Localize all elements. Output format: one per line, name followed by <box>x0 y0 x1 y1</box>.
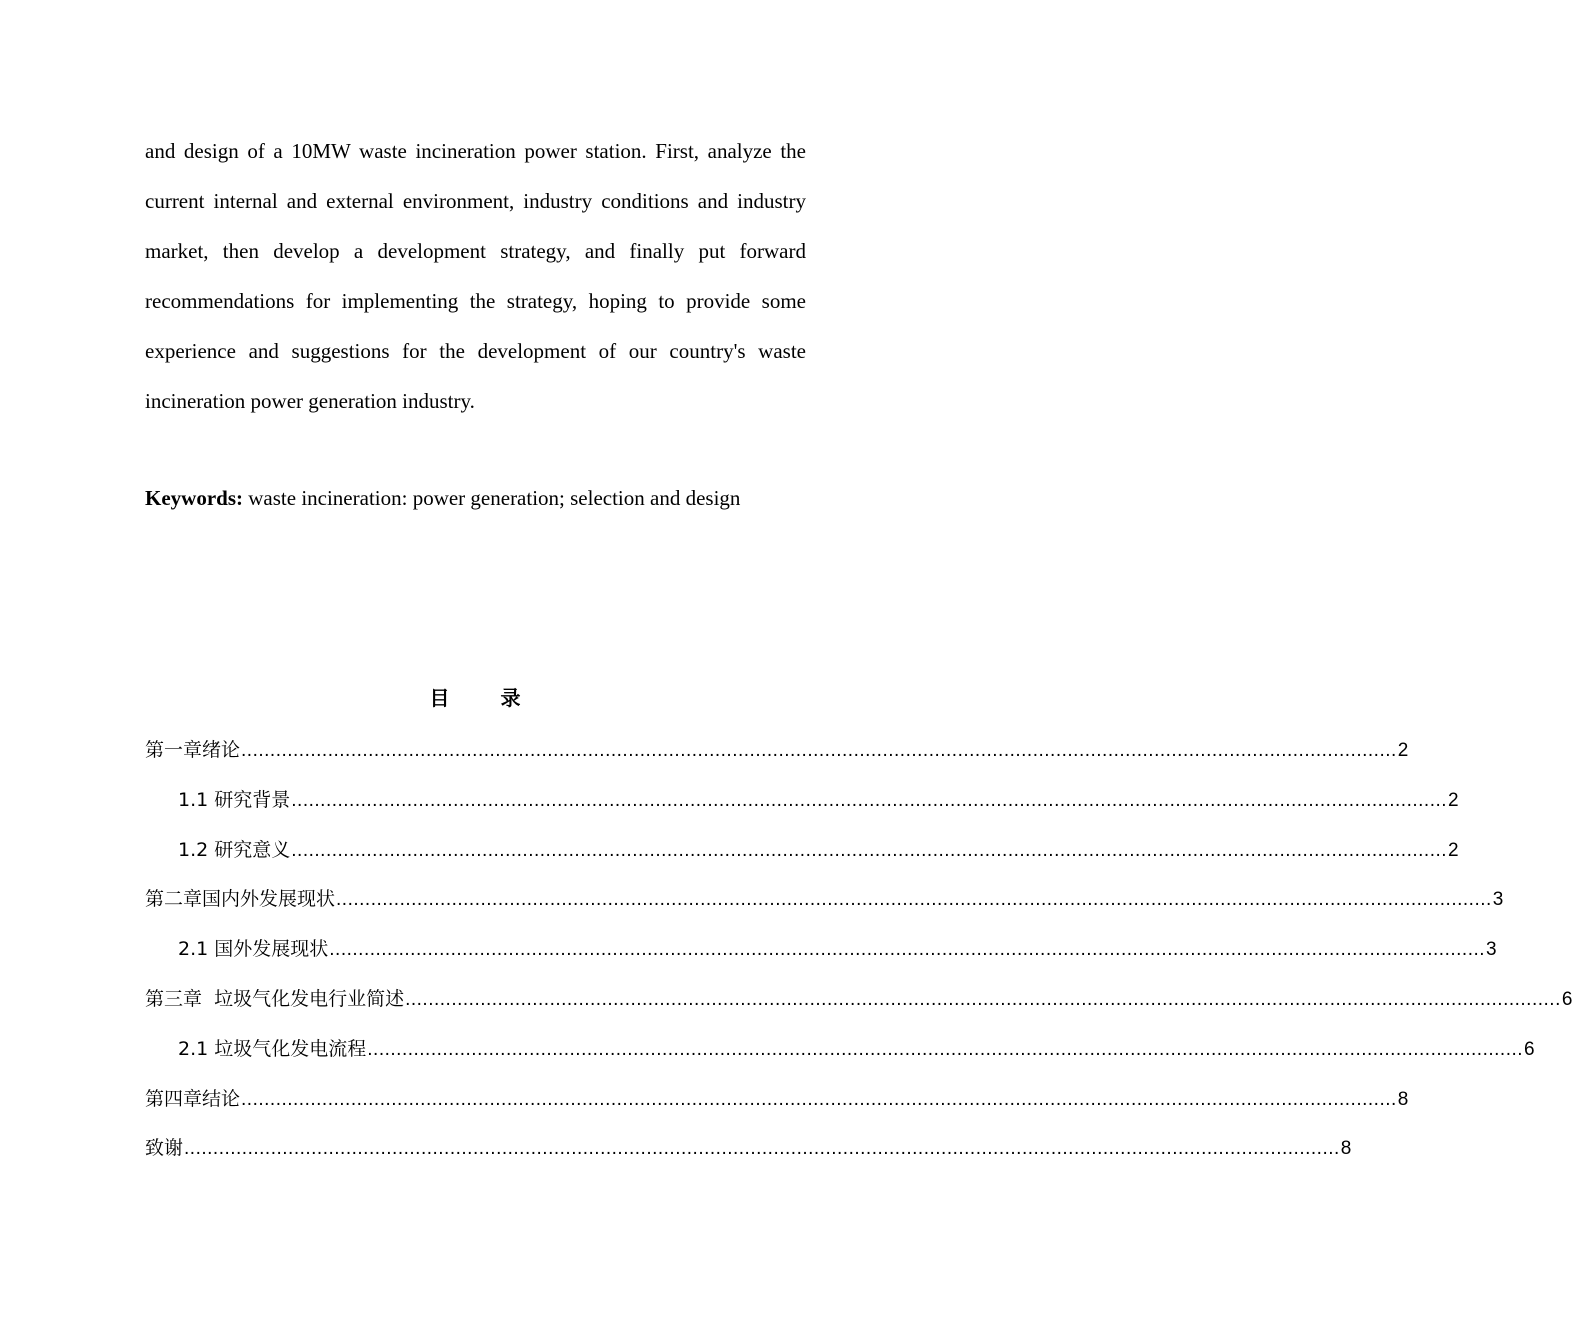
toc-entry[interactable] <box>145 780 1459 830</box>
toc-entry[interactable] <box>145 879 1504 929</box>
toc-entry[interactable] <box>145 1128 1352 1178</box>
toc-entry-label: 致谢 <box>145 1137 184 1160</box>
toc-entry[interactable] <box>145 730 1409 780</box>
abstract-paragraph: and design of a 10MW waste incineration power station. First, analyze the current internal and external environment, industry conditions and industry market, then develop a development strategy, and finally put forward recommendations for implementing the strategy, hoping to provide some experience and suggestions for the development of our country's waste incineration power generation industry. <box>145 139 806 413</box>
toc-title: 目 录 <box>429 686 543 710</box>
toc-page-number: 2 <box>1448 839 1459 861</box>
toc-page-number: 8 <box>1397 1088 1409 1110</box>
toc-dot-leader: ........................................................................................................................................................................................................ <box>367 1038 1524 1060</box>
toc-page-number: 3 <box>1492 889 1504 911</box>
toc-entry-label: 第三章 垃圾气化发电行业简述 <box>145 987 405 1010</box>
table-of-contents <box>145 730 1572 1178</box>
toc-dot-leader: ........................................................................................................................................................................................................ <box>291 789 1448 811</box>
toc-entry-label: 第二章国内外发展现状 <box>145 888 336 911</box>
toc-entry-label: 2.1 垃圾气化发电流程 <box>178 1037 367 1060</box>
toc-entry-label: 2.1 国外发展现状 <box>178 938 329 961</box>
toc-dot-leader: ........................................................................................................................................................................................................ <box>241 740 1397 761</box>
toc-entry-label: 1.1 研究背景 <box>178 788 291 811</box>
keywords-line <box>145 475 845 521</box>
toc-entry[interactable] <box>145 1029 1535 1079</box>
abstract-section <box>145 126 806 426</box>
toc-page-number: 8 <box>1340 1138 1352 1160</box>
toc-dot-leader: ........................................................................................................................................................................................................ <box>184 1138 1340 1160</box>
toc-page-number: 2 <box>1397 740 1409 761</box>
keywords-text: waste incineration: power generation; selection and design <box>243 486 741 510</box>
toc-dot-leader: ........................................................................................................................................................................................................ <box>329 939 1486 961</box>
toc-page-number: 3 <box>1486 939 1497 961</box>
toc-entry-label: 第四章结论 <box>145 1087 241 1110</box>
toc-page-number: 6 <box>1524 1038 1535 1060</box>
toc-dot-leader: ........................................................................................................................................................................................................ <box>405 988 1561 1010</box>
toc-entry[interactable] <box>145 929 1497 979</box>
toc-entry[interactable] <box>145 830 1459 880</box>
toc-dot-leader: ........................................................................................................................................................................................................ <box>336 889 1492 911</box>
toc-entry[interactable] <box>145 979 1572 1029</box>
toc-dot-leader: ........................................................................................................................................................................................................ <box>291 839 1448 861</box>
keywords-label: Keywords: <box>145 486 243 510</box>
toc-entry-label: 1.2 研究意义 <box>178 838 291 861</box>
toc-entry-label: 第一章绪论 <box>145 739 241 761</box>
toc-entry[interactable] <box>145 1079 1409 1129</box>
toc-page-number: 6 <box>1561 988 1572 1010</box>
toc-page-number: 2 <box>1448 789 1459 811</box>
toc-dot-leader: ........................................................................................................................................................................................................ <box>241 1088 1397 1110</box>
